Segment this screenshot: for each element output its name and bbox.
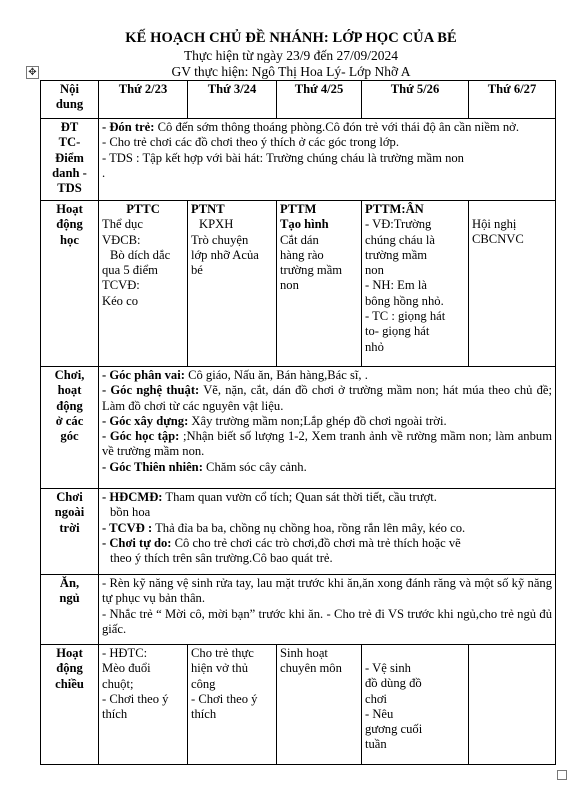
outdoor-content bbox=[99, 489, 556, 575]
corner-role-label: - Góc phân vai: bbox=[102, 368, 185, 382]
corners-content bbox=[99, 367, 556, 489]
study-line: bé bbox=[191, 263, 203, 278]
row-corners bbox=[41, 367, 556, 489]
label-line: động bbox=[56, 217, 83, 232]
study-thu-heading: PTTM:ÂN bbox=[365, 202, 424, 216]
study-tue bbox=[188, 201, 277, 367]
afternoon-line: đồ dùng đồ bbox=[365, 676, 422, 691]
afternoon-line: hiện vở thủ bbox=[191, 661, 249, 676]
study-line: Bò dích dắc bbox=[110, 247, 171, 262]
header-day-wed: Thứ 4/25 bbox=[277, 81, 362, 119]
label-line: Điểm bbox=[55, 150, 84, 165]
afternoon-line: - Nêu bbox=[365, 706, 394, 721]
outdoor-activity-cont: bồn hoa bbox=[110, 505, 151, 520]
study-line: lớp nhỡ Acủa bbox=[191, 247, 259, 262]
study-line: Thể dục bbox=[102, 217, 143, 232]
move-icon[interactable]: ✥ bbox=[26, 66, 39, 79]
label-line: động bbox=[56, 661, 83, 676]
study-line: qua 5 điểm bbox=[102, 263, 158, 278]
study-line: - TC : giọng hát bbox=[365, 309, 446, 324]
study-line: non bbox=[365, 263, 384, 278]
label-corners bbox=[41, 367, 99, 489]
row-outdoor bbox=[41, 489, 556, 575]
study-line: CBCNVC bbox=[472, 232, 524, 247]
row-afternoon bbox=[41, 645, 556, 765]
afternoon-line: - Vệ sinh bbox=[365, 661, 411, 675]
study-thu bbox=[362, 201, 469, 367]
header-day-thu: Thứ 5/26 bbox=[362, 81, 469, 119]
label-line: trời bbox=[59, 520, 80, 535]
label-line: ngủ bbox=[59, 591, 80, 606]
header-content-cell bbox=[41, 81, 99, 119]
label-line: ĐT bbox=[60, 120, 79, 134]
afternoon-line: Mèo đuổi bbox=[102, 661, 151, 676]
header-content-l2: dung bbox=[55, 97, 84, 112]
resize-handle[interactable] bbox=[557, 770, 567, 780]
afternoon-line: Sinh hoạt bbox=[280, 646, 328, 660]
study-line: bông hồng nhỏ. bbox=[365, 293, 444, 308]
corner-art-text: Vẽ, nặn, cắt, dán đồ chơi ở trường mầm non; hát múa theo chủ đề; Làm đồ chơi từ các nguyên vật liệu. bbox=[102, 383, 552, 413]
study-mon-heading: PTTC bbox=[126, 202, 160, 216]
study-line: Cắt dán bbox=[280, 232, 319, 247]
label-line: chiều bbox=[55, 676, 84, 691]
header-content-l1: Nội bbox=[60, 82, 79, 96]
header-day-tue: Thứ 3/24 bbox=[188, 81, 277, 119]
outdoor-free-cont: theo ý thích trên sân trường.Cô bao quát trẻ. bbox=[110, 551, 333, 566]
study-line: to- giọng hát bbox=[365, 324, 430, 339]
study-line: trường mầm bbox=[365, 247, 428, 262]
welcome-content bbox=[99, 119, 556, 201]
label-line: danh - bbox=[52, 165, 87, 180]
study-line: nhỏ bbox=[365, 339, 384, 354]
afternoon-mon bbox=[99, 645, 188, 765]
welcome-l4: . bbox=[102, 165, 106, 180]
outdoor-activity-text: Tham quan vườn cổ tích; Quan sát thời tiết, cầu trượt. bbox=[162, 490, 437, 504]
label-line: Chơi bbox=[56, 490, 83, 504]
meal-content bbox=[99, 575, 556, 645]
row-welcome bbox=[41, 119, 556, 201]
study-wed-subheading: Tạo hình bbox=[280, 217, 329, 232]
welcome-l3: - TDS : Tập kết hợp với bài hát: Trường chúng cháu là trường mầm non bbox=[102, 150, 464, 165]
study-line: - NH: Em là bbox=[365, 278, 427, 293]
corner-build-label: - Góc xây dựng: bbox=[102, 413, 189, 428]
afternoon-line: chơi bbox=[365, 691, 388, 706]
study-line: - VĐ:Trường bbox=[365, 217, 432, 232]
label-line: ở các bbox=[55, 413, 84, 428]
label-study bbox=[41, 201, 99, 367]
corner-role-text: Cô giáo, Nấu ăn, Bán hàng,Bác sĩ, . bbox=[184, 368, 368, 382]
afternoon-line: chuột; bbox=[102, 676, 134, 691]
corner-nature-label: - Góc Thiên nhiên: bbox=[102, 459, 203, 474]
label-line: Ăn, bbox=[59, 576, 80, 590]
document-title: KẾ HOẠCH CHỦ ĐỀ NHÁNH: LỚP HỌC CỦA BÉ bbox=[125, 30, 457, 46]
afternoon-line: tuần bbox=[365, 737, 387, 752]
header-day-fri: Thứ 6/27 bbox=[469, 81, 556, 119]
study-wed bbox=[277, 201, 362, 367]
study-line: Hội nghị bbox=[472, 217, 517, 231]
welcome-l1: Cô đến sớm thông thoáng phòng.Cô đón trẻ với thái độ ân cần niềm nở. bbox=[154, 120, 519, 134]
label-line: ngoài bbox=[54, 505, 85, 520]
label-outdoor bbox=[41, 489, 99, 575]
outdoor-free-label: - Chơi tự do: bbox=[102, 535, 172, 550]
afternoon-line: - Chơi theo ý bbox=[102, 691, 169, 706]
header-day-mon: Thứ 2/23 bbox=[99, 81, 188, 119]
label-line: Hoạt bbox=[56, 646, 83, 660]
label-line: góc bbox=[60, 429, 79, 444]
study-line: Trò chuyện bbox=[191, 232, 249, 247]
study-line: TCVĐ: bbox=[102, 278, 140, 293]
label-line: TC- bbox=[58, 135, 81, 150]
afternoon-line: Cho trẻ thực bbox=[191, 646, 254, 660]
period-line: Thực hiện từ ngày 23/9 đến 27/09/2024 bbox=[183, 48, 399, 63]
label-line: Chơi, bbox=[54, 368, 85, 382]
row-study bbox=[41, 201, 556, 367]
afternoon-line: chuyên môn bbox=[280, 661, 342, 676]
afternoon-thu bbox=[362, 645, 469, 765]
corner-study-label: - Góc học tập: bbox=[102, 429, 180, 444]
study-line: trường mầm bbox=[280, 263, 343, 278]
label-line: học bbox=[60, 232, 79, 247]
teacher-line: GV thực hiện: Ngô Thị Hoa Lý- Lớp Nhỡ A bbox=[171, 64, 411, 79]
afternoon-line: thích bbox=[102, 707, 128, 722]
outdoor-game-label: - TCVĐ : bbox=[102, 520, 153, 535]
corner-study-text: ;Nhận biết số lượng 1-2, Xem tranh ảnh về rường mầm non; làm anbum về trường mầm non. bbox=[102, 429, 552, 459]
study-line: hàng rào bbox=[280, 247, 324, 262]
row-meal bbox=[41, 575, 556, 645]
afternoon-line: công bbox=[191, 676, 216, 691]
study-line: Kéo co bbox=[102, 293, 139, 308]
table-header-row bbox=[41, 81, 556, 119]
corner-art-label: - Góc nghệ thuật: bbox=[102, 383, 200, 398]
label-line: TDS bbox=[57, 181, 82, 196]
label-line: Hoạt bbox=[56, 202, 83, 216]
corner-build-text: Xây trường mầm non;Lắp ghép đồ chơi ngoài trời. bbox=[188, 413, 447, 428]
label-afternoon bbox=[41, 645, 99, 765]
label-meal bbox=[41, 575, 99, 645]
study-wed-heading: PTTM bbox=[280, 202, 317, 216]
afternoon-line: - HĐTC: bbox=[102, 646, 148, 660]
study-fri bbox=[469, 201, 556, 367]
afternoon-line: - Chơi theo ý bbox=[191, 691, 258, 706]
welcome-l1-bold: - Đón trẻ: bbox=[102, 120, 155, 134]
afternoon-line: gương cuối bbox=[365, 722, 423, 737]
outdoor-activity-label: - HĐCMĐ: bbox=[102, 490, 163, 504]
study-tue-heading: PTNT bbox=[191, 202, 225, 216]
outdoor-free-text: Cô cho trẻ chơi các trò chơi,đồ chơi mà trẻ thích hoặc vẽ bbox=[171, 535, 461, 550]
outdoor-game-text: Thả đỉa ba ba, chồng nụ chồng hoa, rồng rắn lên mây, kéo co. bbox=[152, 520, 466, 535]
study-line: VĐCB: bbox=[102, 232, 141, 247]
afternoon-fri bbox=[469, 645, 556, 765]
study-line: non bbox=[280, 278, 299, 293]
afternoon-wed bbox=[277, 645, 362, 765]
meal-line-1: - Rèn kỹ năng vệ sinh rửa tay, lau mặt trước khi ăn,ăn xong đánh răng và một số kỹ năng tự phục vụ bản thân. bbox=[102, 576, 552, 606]
afternoon-tue bbox=[188, 645, 277, 765]
label-line: động bbox=[56, 398, 83, 413]
study-line: chúng cháu là bbox=[365, 232, 435, 247]
study-mon bbox=[99, 201, 188, 367]
study-line: KPXH bbox=[199, 217, 234, 232]
welcome-l2: - Cho trẻ chơi các đồ chơi theo ý thích ở các góc trong lớp. bbox=[102, 135, 399, 150]
label-line: hoạt bbox=[57, 383, 82, 398]
label-welcome bbox=[41, 119, 99, 201]
plan-table bbox=[40, 80, 556, 765]
corner-nature-text: Chăm sóc cây cảnh. bbox=[202, 459, 307, 474]
afternoon-line: thích bbox=[191, 707, 217, 722]
meal-line-2: - Nhắc trẻ “ Mời cô, mời bạn” trước khi ăn. - Cho trẻ đi VS trước khi ngủ,cho trẻ ngủ đủ giấc. bbox=[102, 606, 552, 636]
